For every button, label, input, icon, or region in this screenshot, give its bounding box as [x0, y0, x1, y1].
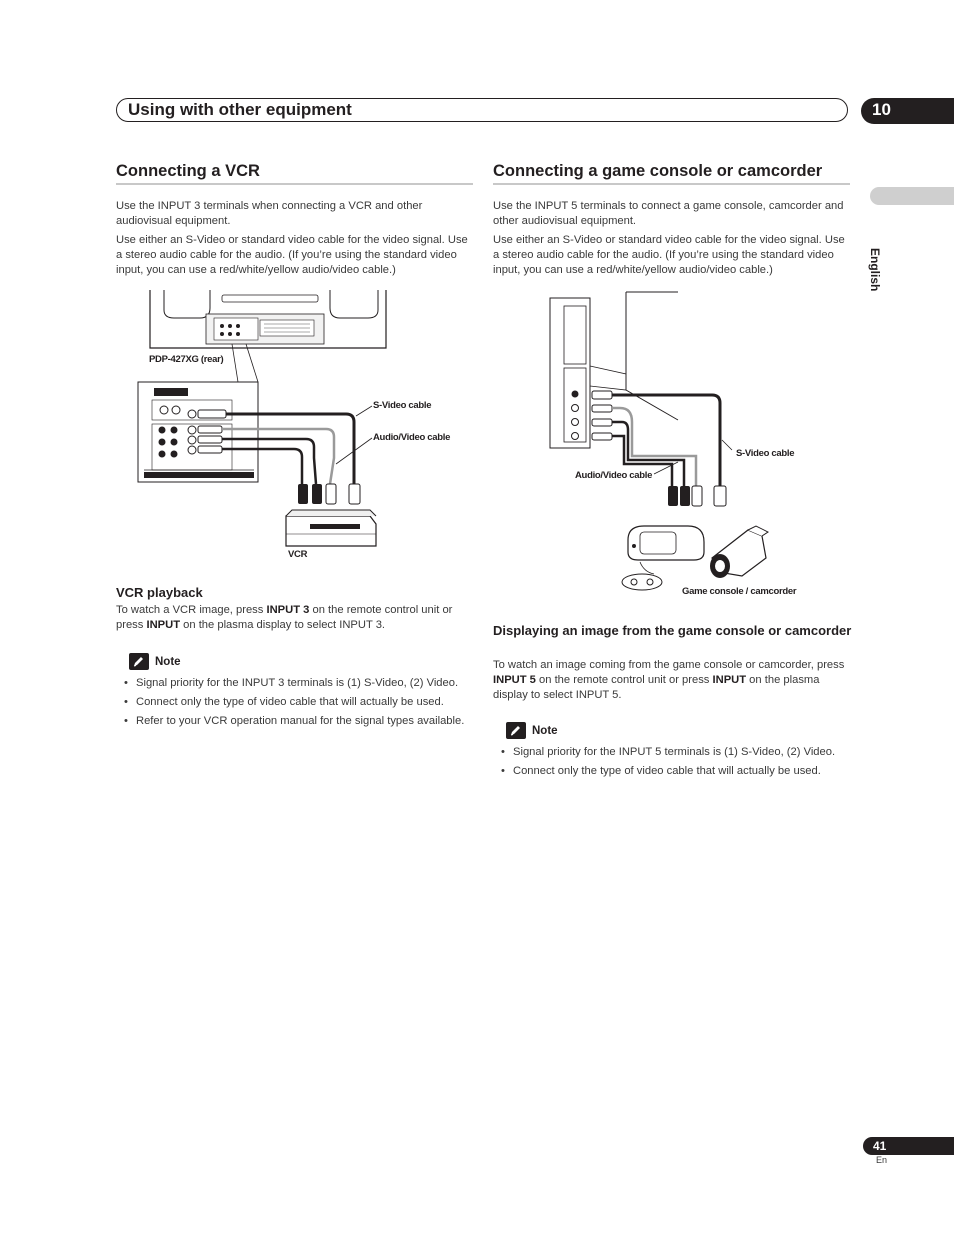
note-item: • Refer to your VCR operation manual for the signal types available.	[116, 714, 474, 729]
display-image-heading: Displaying an image from the game console or camcorder	[493, 623, 852, 638]
game-intro-paragraph: Use the INPUT 5 terminals to connect a game console, camcorder and other audiovisual equipment.	[493, 200, 844, 227]
chapter-number: 10	[872, 100, 891, 119]
game-note-header	[506, 722, 558, 739]
vcr-illustration	[286, 510, 376, 546]
input3-key: INPUT 3	[266, 604, 310, 616]
input-key: INPUT	[712, 674, 747, 686]
section-title-game-console: Connecting a game console or camcorder	[493, 162, 823, 180]
language-tab	[870, 187, 954, 205]
av-cable-label: Audio/Video cable	[575, 470, 653, 481]
section-rule	[116, 183, 473, 185]
pencil-icon	[506, 722, 526, 739]
plasma-rear-illustration	[150, 290, 386, 348]
note-label: Note	[155, 655, 181, 668]
vcr-note-list	[116, 676, 474, 733]
language-label: English	[868, 248, 882, 292]
input5-key: INPUT 5	[493, 674, 536, 686]
note-item: • Connect only the type of video cable that will actually be used.	[116, 695, 474, 710]
game-console-connection-diagram	[548, 290, 802, 602]
model-label: PDP-427XG (rear)	[149, 354, 224, 365]
vcr-intro-paragraph: Use the INPUT 3 terminals when connecting a VCR and other audiovisual equipment.	[116, 200, 423, 227]
input-key: INPUT	[146, 619, 181, 631]
vcr-playback-paragraph: To watch a VCR image, press INPUT 3 on the remote control unit or press INPUT on the plasma display to select INPUT 3.	[116, 604, 453, 631]
section-title-vcr: Connecting a VCR	[116, 162, 260, 180]
vcr-label: VCR	[288, 549, 308, 560]
vcr-cable-paragraph: Use either an S-Video or standard video cable for the video signal. Use a stereo audio cable for the audio. (If you’re using the standard video input, you can use a red/white/yellow audio/video cable.)	[116, 234, 468, 276]
vcr-connection-diagram	[130, 288, 451, 560]
note-label: Note	[532, 724, 558, 737]
note-item: • Signal priority for the INPUT 3 terminals is (1) S-Video, (2) Video.	[116, 676, 474, 691]
game-console-illustration	[622, 526, 704, 590]
vcr-playback-heading: VCR playback	[116, 585, 203, 600]
svideo-cable-label: S-Video cable	[736, 448, 795, 459]
camcorder-illustration	[710, 526, 768, 578]
vcr-note-header	[129, 653, 181, 670]
chapter-title: Using with other equipment	[128, 100, 352, 119]
display-image-paragraph: To watch an image coming from the game console or camcorder, press INPUT 5 on the remote control unit or press INPUT on the plasma display to select INPUT 5.	[493, 659, 845, 701]
note-item: • Signal priority for the INPUT 5 terminals is (1) S-Video, (2) Video.	[493, 745, 851, 760]
av-cable-label: Audio/Video cable	[373, 432, 451, 443]
page-number: 41	[873, 1139, 887, 1153]
game-note-list	[493, 745, 851, 783]
device-label: Game console / camcorder	[682, 586, 797, 597]
game-cable-paragraph: Use either an S-Video or standard video cable for the video signal. Use a stereo audio cable for the audio. (If you’re using the standard video input, you can use a red/white/yellow audio/video cable.)	[493, 234, 845, 276]
pencil-icon	[129, 653, 149, 670]
page-language: En	[876, 1155, 888, 1165]
note-item: • Connect only the type of video cable that will actually be used.	[493, 764, 851, 779]
section-rule	[493, 183, 850, 185]
plasma-side-illustration	[550, 292, 678, 448]
svideo-cable-label: S-Video cable	[373, 400, 432, 411]
